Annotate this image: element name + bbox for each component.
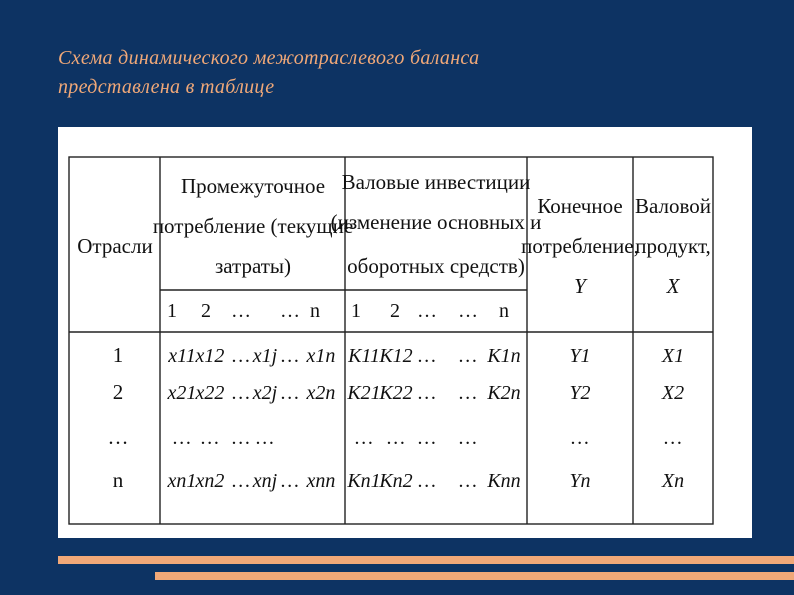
header-investment-line-2: (изменение основных и xyxy=(330,210,542,234)
intermediate-cell: … xyxy=(232,382,250,404)
investment-cell: … xyxy=(459,427,477,449)
intermediate-cell: xnj xyxy=(252,470,278,492)
slide-title-line-2: представлена в таблице xyxy=(58,76,275,98)
header-intermediate-line-1: Промежуточное xyxy=(180,174,326,198)
header-intermediate-line-3: затраты) xyxy=(214,254,292,278)
sub-index-intermediate: 1 xyxy=(167,300,177,322)
header-investment-line-1: Валовые инвестиции xyxy=(341,170,531,194)
intermediate-cell: x12 xyxy=(195,345,225,367)
intermediate-cell: x22 xyxy=(195,382,225,404)
investment-cell: K22 xyxy=(379,382,413,404)
intermediate-cell: … xyxy=(281,470,299,492)
intermediate-cell: x11 xyxy=(168,345,196,367)
intermediate-cell: x21 xyxy=(167,382,197,404)
gross-product-cell: X1 xyxy=(661,345,685,367)
sub-index-investment: … xyxy=(417,300,437,322)
row-label: … xyxy=(107,425,129,449)
intermediate-cell: xnn xyxy=(306,470,336,492)
investment-cell: … xyxy=(418,470,436,492)
investment-cell: Kn2 xyxy=(379,470,413,492)
intermediate-cell: xn2 xyxy=(195,470,225,492)
intermediate-cell: xn1 xyxy=(167,470,197,492)
balance-table xyxy=(58,127,752,538)
slide-title-line-1: Схема динамического межотраслевого баланса xyxy=(58,47,480,69)
investment-cell: K12 xyxy=(379,345,413,367)
header-industries: Отрасли xyxy=(77,234,153,258)
intermediate-cell: … xyxy=(232,470,250,492)
header-gross-line-1: Валовой xyxy=(634,194,712,218)
final-consumption-cell: Y1 xyxy=(569,345,591,367)
intermediate-cell: x2j xyxy=(252,382,278,404)
intermediate-cell: … xyxy=(173,427,191,449)
accent-bar-bottom xyxy=(155,572,794,580)
intermediate-cell: x1n xyxy=(306,345,336,367)
investment-cell: Knn xyxy=(487,470,521,492)
header-final-symbol: Y xyxy=(574,274,586,298)
sub-index-investment: … xyxy=(458,300,478,322)
investment-cell: … xyxy=(387,427,405,449)
investment-cell: … xyxy=(459,345,477,367)
sub-index-investment: 1 xyxy=(351,300,361,322)
investment-cell: … xyxy=(459,382,477,404)
intermediate-cell: … xyxy=(256,427,274,449)
table-panel xyxy=(58,127,752,538)
header-gross-line-2: продукт, xyxy=(635,234,711,258)
investment-cell: … xyxy=(418,427,436,449)
header-final-line-1: Конечное xyxy=(537,194,623,218)
intermediate-cell: x1j xyxy=(252,345,278,367)
gross-product-cell: X2 xyxy=(661,382,685,404)
gross-product-cell: Xn xyxy=(661,470,685,492)
sub-header-indices xyxy=(167,300,509,322)
header-investment-line-3: оборотных средств) xyxy=(347,254,525,278)
sub-index-intermediate: … xyxy=(280,300,300,322)
header-gross-symbol: X xyxy=(666,274,680,298)
investment-cell: K2n xyxy=(487,382,521,404)
sub-index-intermediate: 2 xyxy=(201,300,211,322)
intermediate-cell: … xyxy=(281,345,299,367)
final-consumption-cell: Y2 xyxy=(569,382,591,404)
investment-cell: K11 xyxy=(348,345,380,367)
final-consumption-cell: … xyxy=(571,427,589,449)
sub-index-intermediate: … xyxy=(231,300,251,322)
intermediate-cell: x2n xyxy=(306,382,336,404)
intermediate-cell: … xyxy=(281,382,299,404)
accent-bar-top xyxy=(58,556,794,564)
header-intermediate-line-2: потребление (текущие xyxy=(152,214,354,238)
investment-cell: … xyxy=(355,427,373,449)
investment-cell: K1n xyxy=(487,345,521,367)
sub-index-investment: 2 xyxy=(390,300,400,322)
slide-title xyxy=(58,44,698,102)
investment-cell: K21 xyxy=(347,382,381,404)
investment-cell: … xyxy=(418,345,436,367)
intermediate-cell: … xyxy=(232,427,250,449)
sub-index-investment: n xyxy=(499,300,509,322)
intermediate-cell: … xyxy=(201,427,219,449)
table-body xyxy=(108,343,685,492)
row-label: 1 xyxy=(112,343,124,367)
row-label: n xyxy=(112,468,124,492)
gross-product-cell: … xyxy=(664,427,682,449)
header-final-line-2: потребление, xyxy=(521,234,639,258)
investment-cell: … xyxy=(459,470,477,492)
intermediate-cell: … xyxy=(232,345,250,367)
row-label: 2 xyxy=(112,380,124,404)
investment-cell: Kn1 xyxy=(347,470,381,492)
final-consumption-cell: Yn xyxy=(569,470,591,492)
sub-index-intermediate: n xyxy=(310,300,320,322)
investment-cell: … xyxy=(418,382,436,404)
